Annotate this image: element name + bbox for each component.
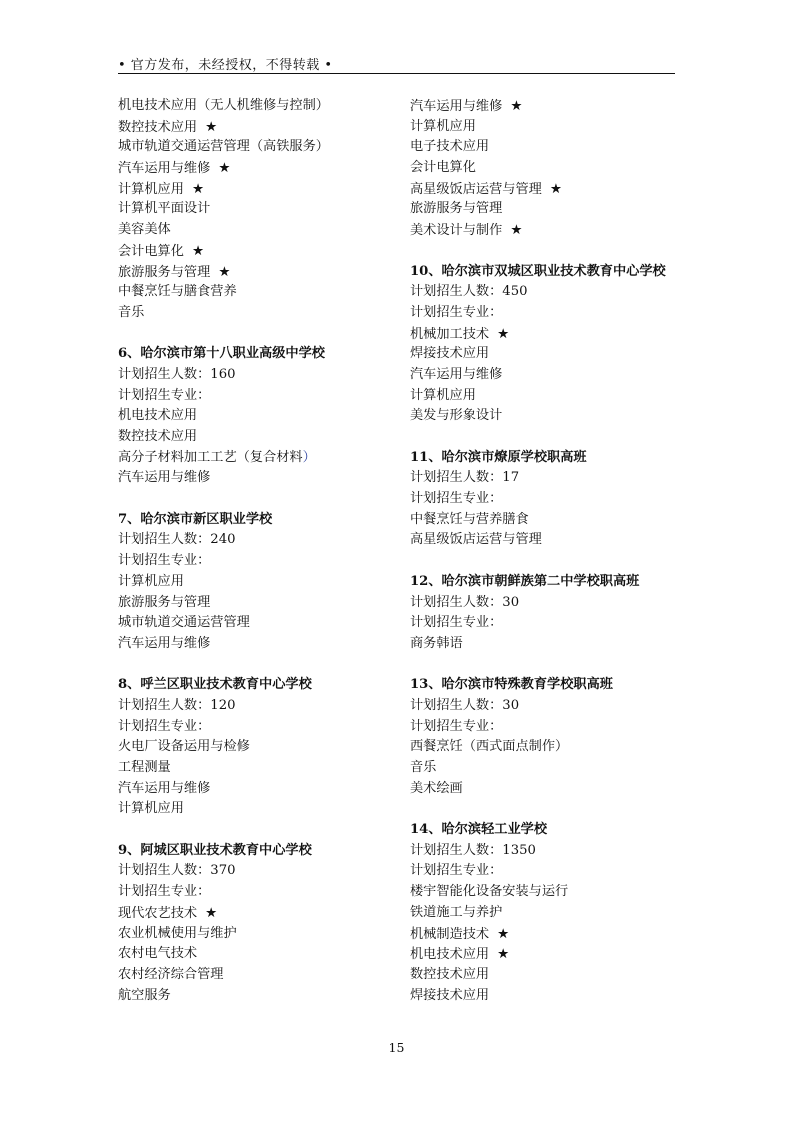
star-icon: ★ (497, 325, 510, 342)
major-item: 计算机应用 (410, 387, 476, 403)
major-item: 铁道施工与养护 (410, 904, 503, 920)
header-rule (118, 73, 675, 74)
major-item: 机械制造技术 ★ (410, 924, 690, 945)
major-item: 旅游服务与管理 ★ (118, 262, 388, 283)
major-item: 机电技术应用（无人机维修与控制） (118, 98, 329, 113)
major-item: 农业机械使用与维护 (118, 925, 237, 941)
major-item: 西餐烹饪（西式面点制作） (410, 739, 569, 755)
enrollment-count: 计划招生人数：17 (410, 470, 520, 486)
major-item: 城市轨道交通运营管理（高铁服务） (118, 139, 329, 155)
school-section-8 (118, 675, 388, 820)
major-item: 汽车运用与维修 (410, 366, 503, 382)
major-item: 现代农艺技术 ★ (118, 903, 388, 924)
major-item: 机械加工技术 ★ (410, 324, 690, 345)
major-item: 城市轨道交通运营管理 (118, 615, 250, 631)
school-section-9 (118, 841, 388, 1007)
major-item: 美发与形象设计 (410, 408, 503, 424)
left-column (118, 96, 388, 1006)
school-section-12 (410, 572, 690, 655)
school-title: 7、哈尔滨市新区职业学校 (118, 511, 273, 527)
major-item: 电子技术应用 (410, 139, 490, 155)
closing-paren: ） (302, 449, 316, 465)
majors-label: 计划招生专业： (410, 615, 503, 631)
school-title: 13、哈尔滨市特殊教育学校职高班 (410, 677, 613, 693)
majors-label: 计划招生专业： (118, 884, 211, 900)
major-item: 高分子材料加工工艺（复合材料） (118, 449, 316, 465)
major-item: 商务韩语 (410, 635, 463, 651)
school-section-11 (410, 448, 690, 551)
major-item: 旅游服务与管理 (118, 594, 211, 610)
major-item: 航空服务 (118, 987, 171, 1003)
page-number: 15 (388, 1040, 405, 1055)
header-notice: • 官方发布，未经授权，不得转载 • (118, 58, 333, 73)
school-title: 12、哈尔滨市朝鲜族第二中学校职高班 (410, 573, 640, 589)
enrollment-count: 计划招生人数：240 (118, 532, 236, 548)
intro-list-right (410, 96, 690, 241)
star-icon: ★ (549, 180, 562, 197)
star-icon: ★ (497, 946, 510, 963)
major-item: 旅游服务与管理 (410, 201, 503, 217)
major-item: 高星级饭店运营与管理 (410, 532, 542, 548)
star-icon: ★ (191, 242, 205, 259)
right-column (410, 96, 690, 1006)
school-section-10 (410, 262, 690, 428)
school-section-13 (410, 675, 690, 799)
enrollment-count: 计划招生人数：160 (118, 366, 236, 382)
major-item: 汽车运用与维修 (118, 780, 211, 796)
enrollment-count: 计划招生人数：450 (410, 284, 528, 300)
major-item: 机电技术应用 (118, 408, 198, 424)
major-item: 会计电算化 ★ (118, 241, 388, 262)
major-item: 火电厂设备运用与检修 (118, 739, 250, 755)
majors-label: 计划招生专业： (118, 718, 211, 734)
enrollment-count: 计划招生人数：120 (118, 697, 236, 713)
star-icon: ★ (497, 925, 510, 942)
star-icon: ★ (510, 222, 523, 239)
school-section-14 (410, 820, 690, 1006)
school-title: 8、呼兰区职业技术教育中心学校 (118, 677, 312, 693)
major-item: 机电技术应用 ★ (410, 944, 690, 965)
major-item: 数控技术应用 (410, 966, 490, 982)
majors-label: 计划招生专业： (410, 491, 503, 507)
major-item: 美术绘画 (410, 780, 463, 796)
majors-label: 计划招生专业： (118, 387, 211, 403)
majors-label: 计划招生专业： (410, 304, 503, 320)
majors-label: 计划招生专业： (118, 553, 211, 569)
major-item: 楼宇智能化设备安装与运行 (410, 884, 569, 900)
major-item: 焊接技术应用 (410, 987, 490, 1003)
school-title: 9、阿城区职业技术教育中心学校 (118, 842, 312, 858)
major-item: 美容美体 (118, 222, 171, 238)
major-item: 计算机应用 (118, 573, 184, 589)
major-item: 计算机平面设计 (118, 201, 211, 217)
major-item: 农村电气技术 (118, 946, 198, 962)
school-section-6 (118, 344, 388, 489)
major-item: 高星级饭店运营与管理 ★ (410, 179, 690, 200)
major-item: 汽车运用与维修 (118, 635, 211, 651)
major-item: 计算机应用 (118, 801, 184, 817)
school-title: 6、哈尔滨市第十八职业高级中学校 (118, 346, 325, 362)
major-item: 汽车运用与维修 ★ (118, 158, 388, 179)
major-item: 音乐 (410, 760, 437, 775)
majors-label: 计划招生专业： (410, 863, 503, 879)
major-item: 农村经济综合管理 (118, 966, 224, 982)
major-item: 美术设计与制作 ★ (410, 220, 690, 241)
major-item: 数控技术应用 ★ (118, 117, 388, 138)
major-item: 会计电算化 (410, 160, 476, 176)
star-icon: ★ (510, 98, 523, 114)
school-title: 10、哈尔滨市双城区职业技术教育中心学校 (410, 263, 666, 279)
school-title: 14、哈尔滨轻工业学校 (410, 822, 548, 838)
majors-label: 计划招生专业： (410, 718, 503, 734)
star-icon: ★ (218, 263, 231, 280)
major-item: 工程测量 (118, 760, 171, 775)
star-icon: ★ (205, 904, 218, 921)
major-item: 焊接技术应用 (410, 346, 490, 362)
major-item: 汽车运用与维修 ★ (410, 96, 690, 117)
major-item: 音乐 (118, 304, 145, 320)
enrollment-count: 计划招生人数：30 (410, 594, 520, 610)
star-icon: ★ (191, 180, 205, 197)
school-title: 11、哈尔滨市燎原学校职高班 (410, 449, 587, 465)
star-icon: ★ (218, 160, 231, 177)
enrollment-count: 计划招生人数：30 (410, 697, 520, 713)
enrollment-count: 计划招生人数：1350 (410, 842, 536, 858)
major-item: 中餐烹饪与膳食营养 (118, 284, 237, 300)
enrollment-count: 计划招生人数：370 (118, 863, 236, 879)
star-icon: ★ (205, 118, 218, 135)
major-item: 汽车运用与维修 (118, 470, 211, 486)
major-item: 计算机应用 ★ (118, 179, 388, 200)
major-item: 计算机应用 (410, 118, 476, 134)
intro-list-left (118, 96, 388, 324)
major-item: 中餐烹饪与营养膳食 (410, 511, 529, 527)
school-section-7 (118, 510, 388, 655)
major-item: 数控技术应用 (118, 429, 198, 444)
